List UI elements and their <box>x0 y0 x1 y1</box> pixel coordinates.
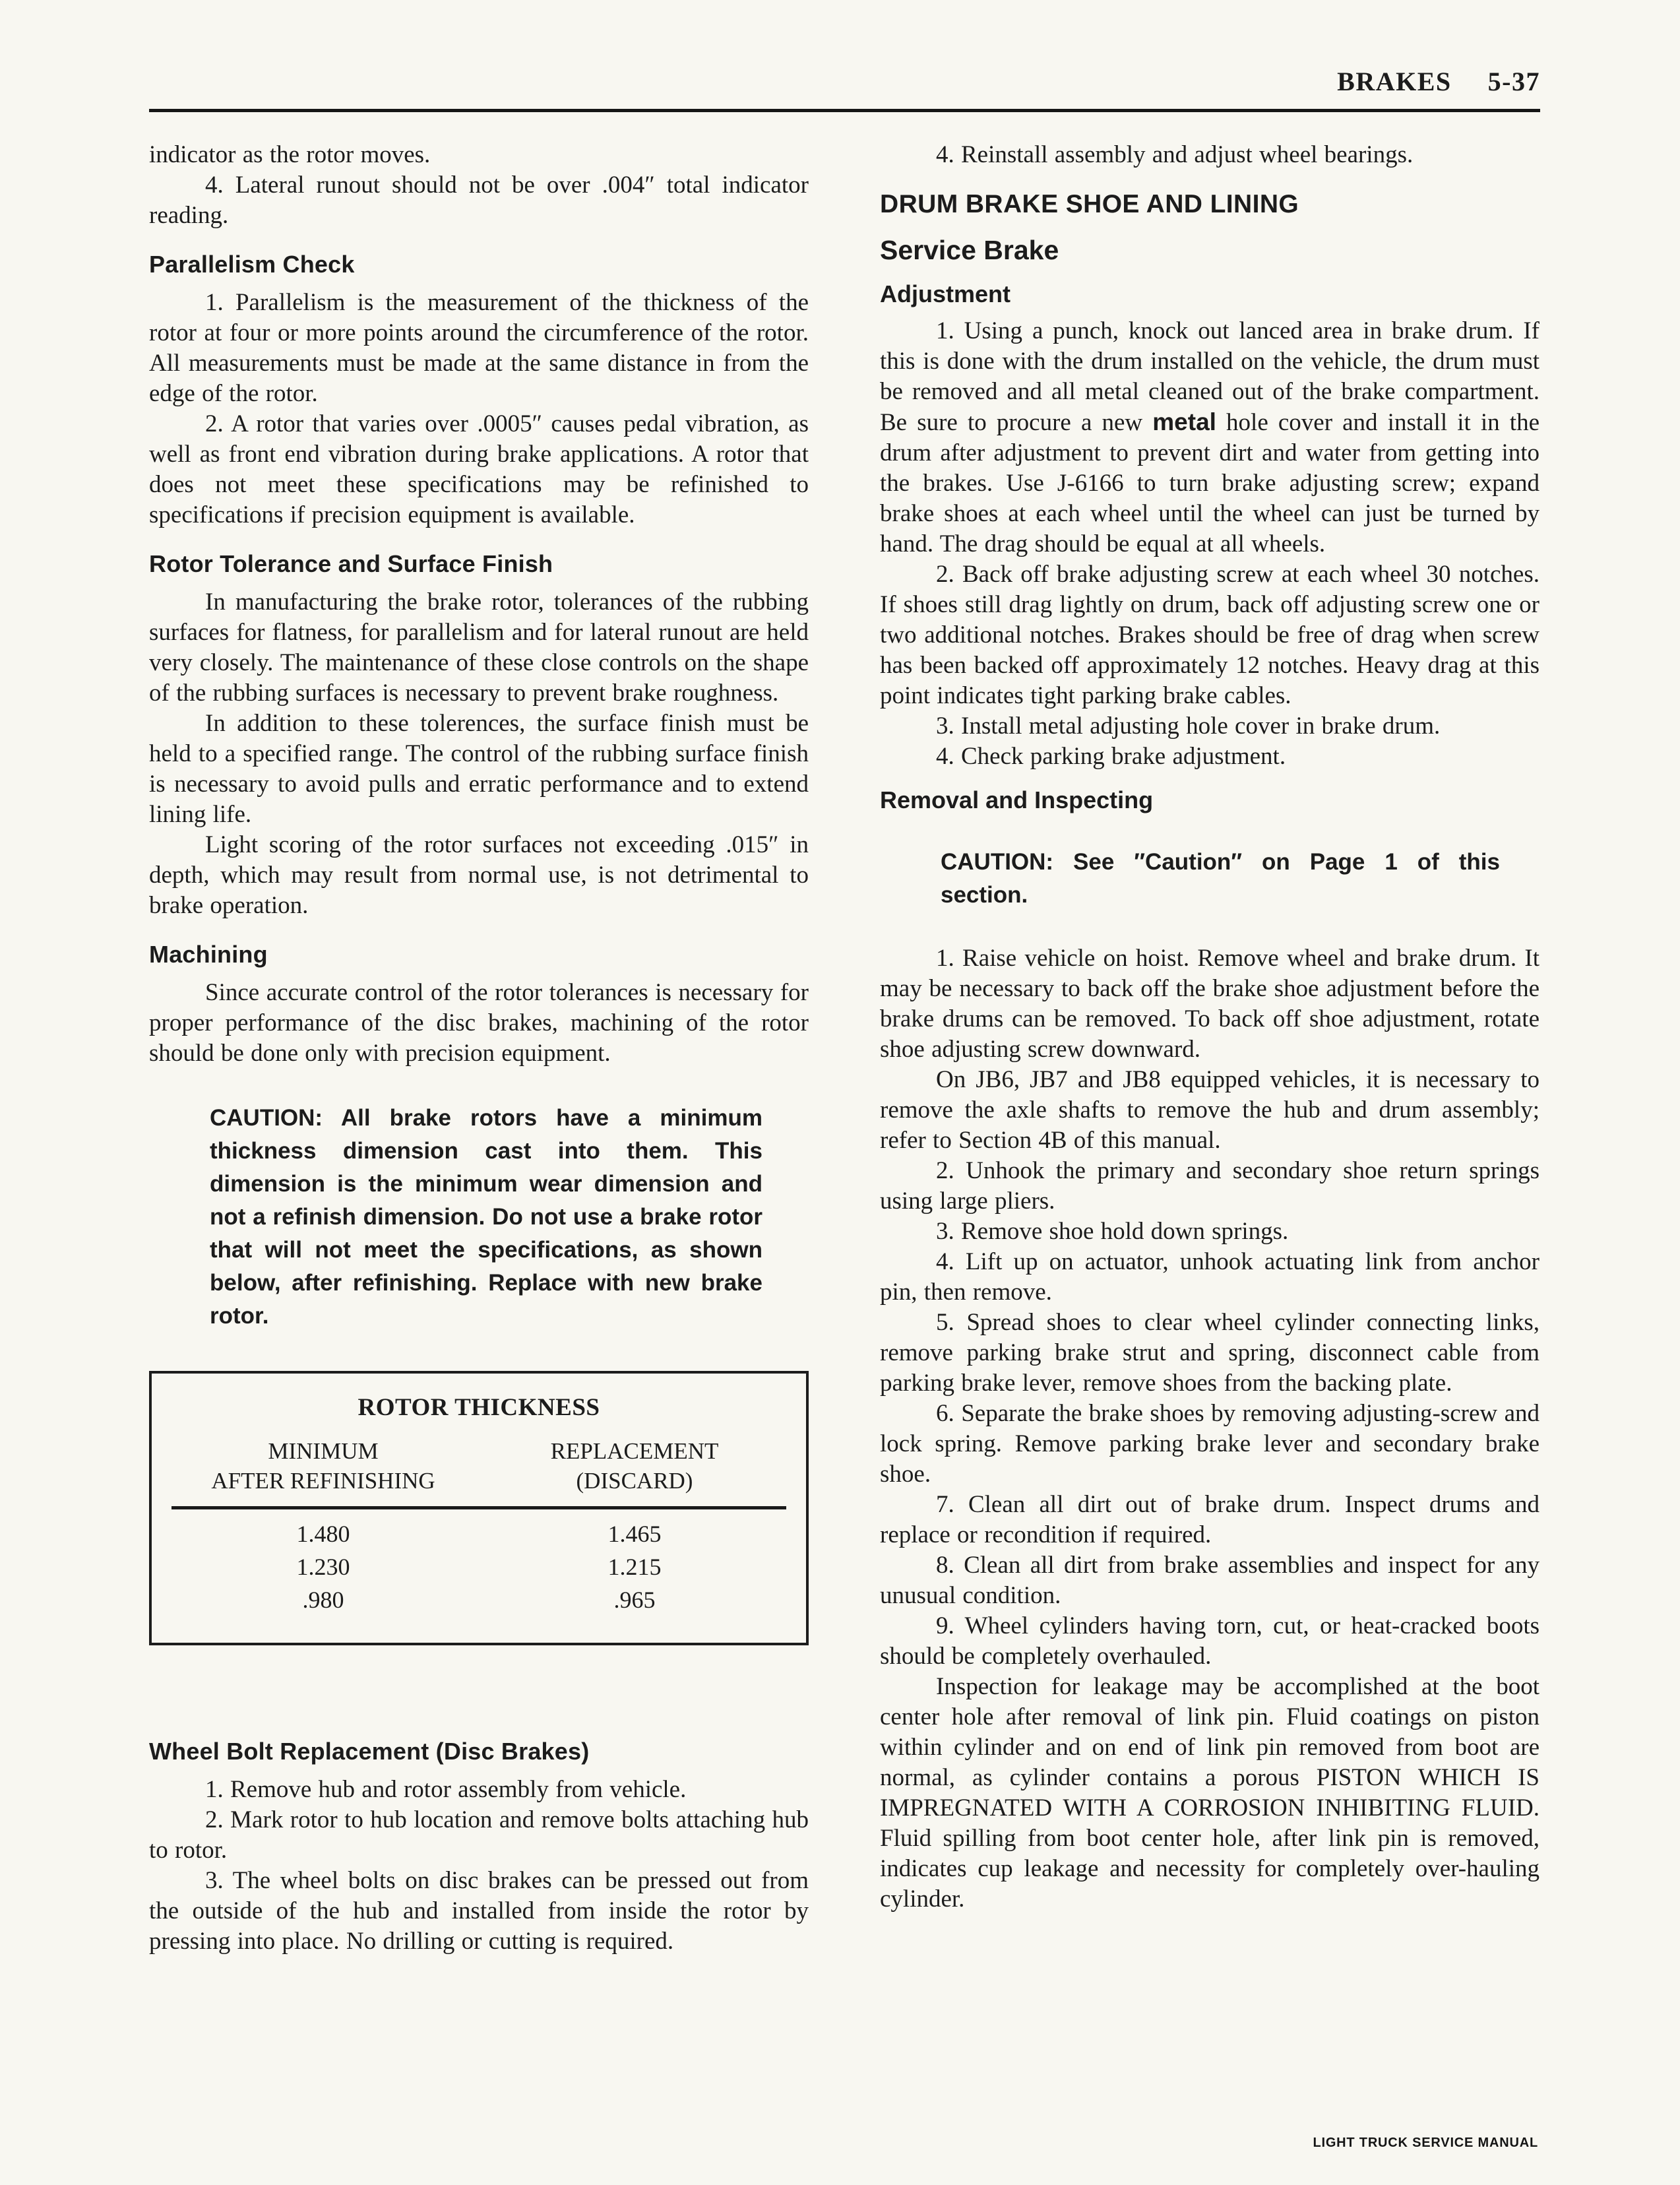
removal-step-8: 8. Clean all dirt from brake assemblies and inspect for any unusual condition. <box>880 1552 1540 1609</box>
removal-step-3: 3. Remove shoe hold down springs. <box>936 1218 1289 1245</box>
wheel-bolt-step-1: 1. Remove hub and rotor assembly from vehicle. <box>205 1776 687 1803</box>
removal-step-7: 7. Clean all dirt out of brake drum. Inspect drums and replace or recondition if required. <box>880 1491 1540 1548</box>
rotor-table-col1-header <box>168 1436 479 1496</box>
adjustment-step-4: 4. Check parking brake adjustment. <box>936 743 1286 770</box>
page-header <box>149 66 1540 97</box>
right-column <box>880 140 1540 1957</box>
removal-step-9: 9. Wheel cylinders having torn, cut, or heat-cracked boots should be completely overhauled. <box>880 1612 1540 1670</box>
rotor-table-row <box>168 1550 790 1583</box>
drum-brake-heading: DRUM BRAKE SHOE AND LINING <box>880 190 1299 218</box>
removal-step-2: 2. Unhook the primary and secondary shoe return springs using large pliers. <box>880 1157 1540 1215</box>
removal-caution-block: CAUTION: See ″Caution″ on Page 1 of this section. <box>941 849 1500 908</box>
rotor-table-cell-replacement: 1.465 <box>607 1521 662 1547</box>
rotor-table-cell-replacement: .965 <box>613 1587 656 1613</box>
adjustment-step-1 <box>880 316 1540 559</box>
rotor-table-cell-minimum: 1.480 <box>296 1521 350 1547</box>
machining-heading: Machining <box>149 941 268 968</box>
lateral-runout-step: 4. Lateral runout should not be over .004″ total indicator reading. <box>149 172 809 229</box>
rotor-table-cell-minimum: 1.230 <box>296 1554 350 1580</box>
rotor-tolerance-paragraph-1: In manufacturing the brake rotor, tolerances of the rubbing surfaces for flatness, for parallelism and for lateral runout are held very closely. The maintenance of these close controls on the shape of the rubbing surfaces is necessary to prevent brake roughness. <box>149 588 809 707</box>
left-column <box>149 140 809 1957</box>
adjustment-heading: Adjustment <box>880 280 1011 307</box>
rotor-tolerance-paragraph-2: In addition to these tolerences, the surface finish must be held to a specified range. The control of the rubbing surface finish is necessary to avoid pulls and erratic performance and to extend lining life. <box>149 710 809 828</box>
machining-paragraph: Since accurate control of the rotor tolerances is necessary for proper performance of the disc brakes, machining of the rotor should be done only with precision equipment. <box>149 979 809 1067</box>
rotor-table-rule <box>171 1506 786 1509</box>
rotor-caution-block: CAUTION: All brake rotors have a minimum thickness dimension cast into them. This dimension is the minimum wear dimension and not a refinish dimension. Do not use a brake rotor that will not meet the specifications, as shown below, after refinishing. Replace with new brake rotor. <box>210 1105 762 1329</box>
rotor-table-title: ROTOR THICKNESS <box>358 1394 600 1421</box>
section-title: BRAKES <box>1337 67 1452 96</box>
removal-inspecting-heading: Removal and Inspecting <box>880 786 1154 813</box>
rotor-thickness-table <box>149 1371 809 1645</box>
removal-step-5: 5. Spread shoes to clear wheel cylinder connecting links, remove parking brake strut and spring, disconnect cable from parking brake lever, remove shoes from the backing plate. <box>880 1309 1540 1397</box>
rotor-table-cell-replacement: 1.215 <box>607 1554 662 1580</box>
rotor-table-col1-header-line1: MINIMUM <box>268 1438 379 1464</box>
rotor-table-cell-minimum: .980 <box>302 1587 344 1613</box>
service-brake-heading: Service Brake <box>880 235 1059 265</box>
footer-manual-title: LIGHT TRUCK SERVICE MANUAL <box>1313 2136 1538 2150</box>
adjustment-step-2: 2. Back off brake adjusting screw at each wheel 30 notches. If shoes still drag lightly on drum, back off adjusting screw one or two additional notches. Brakes should be free of drag when screw has been backed off approximately 12 notches. Heavy drag at this point indicates tight parking brake cables. <box>880 561 1540 709</box>
wheel-bolt-step-3: 3. The wheel bolts on disc brakes can be pressed out from the outside of the hub and installed from inside the rotor by pressing into place. No drilling or cutting is required. <box>149 1867 809 1955</box>
adjustment-step-3: 3. Install metal adjusting hole cover in brake drum. <box>936 712 1441 740</box>
inspection-note-paragraph: Inspection for leakage may be accomplished at the boot center hole after removal of link pin. Fluid coatings on piston within cylinder and on end of link pin removed from boot are normal, as cylinder contains a porous PISTON WHICH IS IMPREGNATED WITH A CORROSION INHIBITING FLUID. Fluid spilling from boot center hole, after link pin is removed, indicates cup leakage and necessity for completely over-hauling cylinder. <box>880 1673 1540 1913</box>
page-number: 5-37 <box>1487 67 1540 96</box>
parallelism-step-1: 1. Parallelism is the measurement of the thickness of the rotor at four or more points around the circumference of the rotor. All measurements must be made at the same distance in from the edge of the rotor. <box>149 289 809 407</box>
removal-step-4: 4. Lift up on actuator, unhook actuating link from anchor pin, then remove. <box>880 1248 1540 1306</box>
removal-note-jb: On JB6, JB7 and JB8 equipped vehicles, it is necessary to remove the axle shafts to remove the hub and drum assembly; refer to Section 4B of this manual. <box>880 1066 1540 1154</box>
adjustment-step-1-bold-word: metal <box>1152 408 1216 435</box>
wheel-bolt-step-2: 2. Mark rotor to hub location and remove bolts attaching hub to rotor. <box>149 1806 809 1864</box>
parallelism-step-2: 2. A rotor that varies over .0005″ causes pedal vibration, as well as front end vibration during brake applications. A rotor that does not meet these specifications may be refinished to specifications if precision equipment is available. <box>149 410 809 528</box>
rotor-tolerance-heading: Rotor Tolerance and Surface Finish <box>149 550 553 577</box>
rotor-table-col2-header-line1: REPLACEMENT <box>550 1438 719 1464</box>
reinstall-step: 4. Reinstall assembly and adjust wheel bearings. <box>936 141 1414 168</box>
rotor-table-row <box>168 1583 790 1616</box>
rotor-table-col1-header-line2: AFTER REFINISHING <box>211 1468 435 1494</box>
header-rule <box>149 109 1540 112</box>
runout-continuation-paragraph: indicator as the rotor moves. <box>149 141 431 168</box>
parallelism-check-heading: Parallelism Check <box>149 251 355 278</box>
removal-step-6: 6. Separate the brake shoes by removing adjusting-screw and lock spring. Remove parking brake lever and secondary brake shoe. <box>880 1400 1540 1488</box>
rotor-table-row <box>168 1517 790 1550</box>
rotor-table-header-row <box>168 1436 790 1496</box>
rotor-table-col2-header-line2: (DISCARD) <box>576 1468 693 1494</box>
adjustment-step-1-text-after: hole cover and install it in the drum after adjustment to prevent dirt and water from getting into the brakes. Use J-6166 to turn brake adjusting screw; expand brake shoes at each wheel until the wheel can just be turned by hand. The drag should be equal at all wheels. <box>880 409 1540 557</box>
two-column-layout <box>149 140 1540 1957</box>
adjustment-step-1-text-before: 1. Using a punch, knock out lanced area in brake drum. If this is done with the drum installed on the vehicle, the drum must be removed and all metal cleaned out of the brake compartment. Be sure to procure a new <box>880 317 1540 436</box>
rotor-table-col2-header <box>479 1436 790 1496</box>
wheel-bolt-heading: Wheel Bolt Replacement (Disc Brakes) <box>149 1738 590 1765</box>
removal-step-1: 1. Raise vehicle on hoist. Remove wheel and brake drum. It may be necessary to back off the brake shoe adjustment before the brake drums can be removed. To back off shoe adjustment, rotate shoe adjusting screw downward. <box>880 945 1540 1063</box>
rotor-tolerance-paragraph-3: Light scoring of the rotor surfaces not exceeding .015″ in depth, which may result from normal use, is not detrimental to brake operation. <box>149 831 809 919</box>
